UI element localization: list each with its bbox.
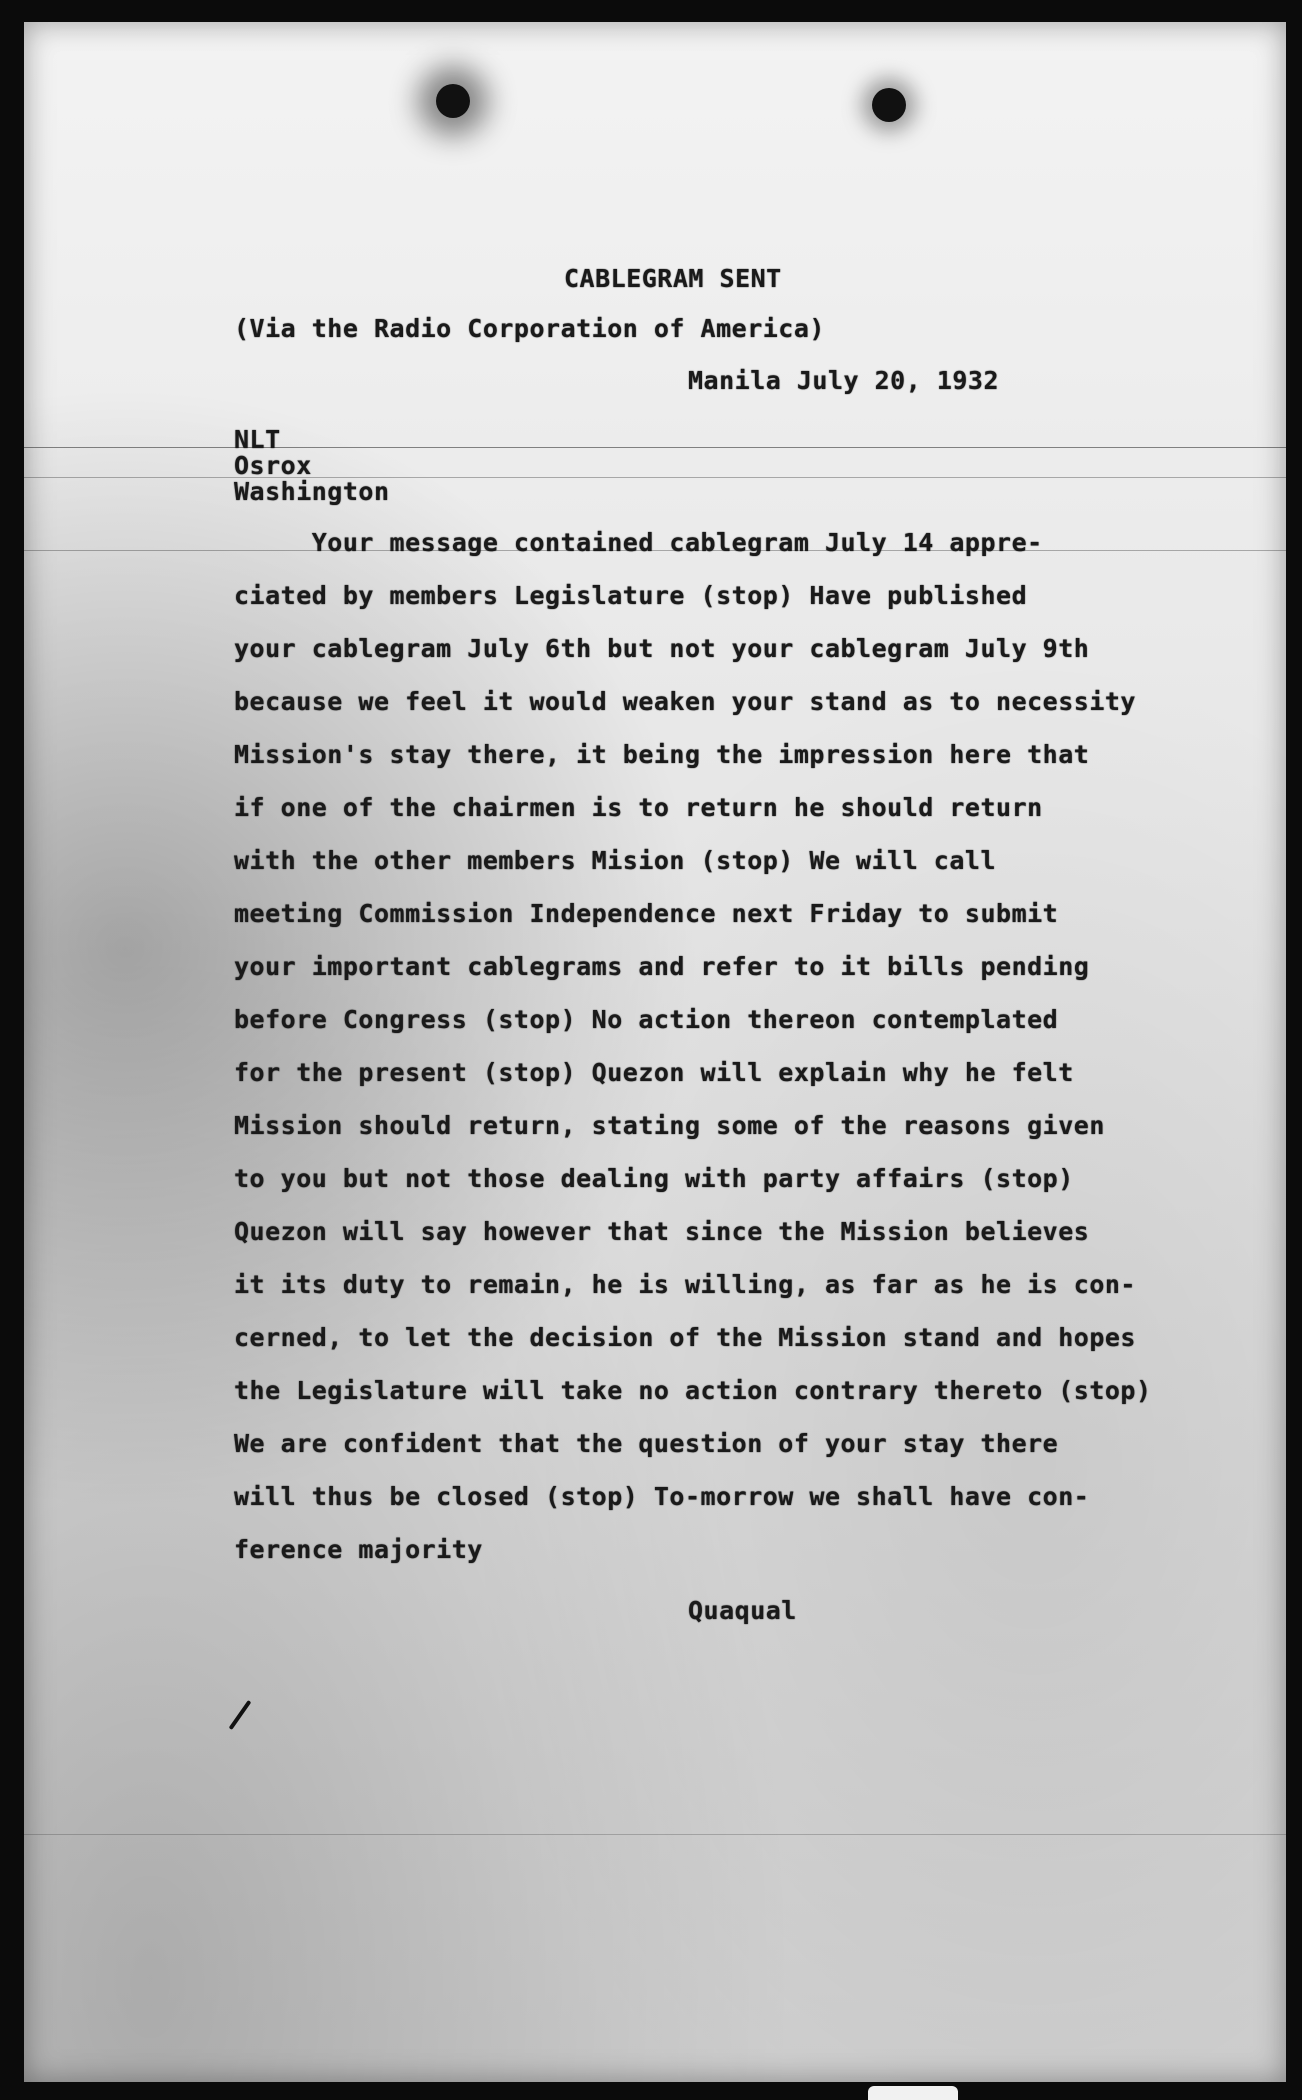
- document-title: CABLEGRAM SENT: [564, 264, 782, 293]
- body-line: because we feel it would weaken your stand as to necessity: [234, 687, 1136, 716]
- body-line: Mission should return, stating some of the reasons given: [234, 1111, 1105, 1140]
- body-line: if one of the chairmen is to return he should return: [234, 793, 1043, 822]
- body-line: meeting Commission Independence next Friday to submit: [234, 899, 1059, 928]
- scan-line: [24, 1834, 1286, 1835]
- body-line: for the present (stop) Quezon will explain why he felt: [234, 1058, 1074, 1087]
- body-line: will thus be closed (stop) To-morrow we shall have con-: [234, 1482, 1090, 1511]
- body-line: to you but not those dealing with party affairs (stop): [234, 1164, 1074, 1193]
- scan-line: [24, 477, 1286, 478]
- body-line: with the other members Mision (stop) We will call: [234, 846, 997, 875]
- punch-hole-right: [872, 88, 906, 122]
- scan-line: [24, 447, 1286, 448]
- address-line: Washington: [234, 477, 390, 506]
- body-line: it its duty to remain, he is willing, as far as he is con-: [234, 1270, 1136, 1299]
- dateline: Manila July 20, 1932: [688, 366, 1000, 395]
- body-line: before Congress (stop) No action thereon contemplated: [234, 1005, 1059, 1034]
- body-line: Quezon will say however that since the Mission believes: [234, 1217, 1090, 1246]
- punch-hole-left: [436, 84, 470, 118]
- transmission-note: (Via the Radio Corporation of America): [234, 314, 825, 343]
- body-line: your cablegram July 6th but not your cablegram July 9th: [234, 634, 1090, 663]
- body-line: ciated by members Legislature (stop) Have published: [234, 581, 1028, 610]
- signature: Quaqual: [688, 1596, 797, 1625]
- body-line: Mission's stay there, it being the impression here that: [234, 740, 1090, 769]
- address-line: NLT: [234, 425, 281, 454]
- body-line: cerned, to let the decision of the Mission stand and hopes: [234, 1323, 1136, 1352]
- document-page: [24, 22, 1286, 2082]
- scan-edge-tab: [868, 2086, 958, 2100]
- body-line: We are confident that the question of your stay there: [234, 1429, 1059, 1458]
- address-line: Osrox: [234, 451, 312, 480]
- body-line: Your message contained cablegram July 14 appre-: [234, 528, 1043, 557]
- body-line: your important cablegrams and refer to it bills pending: [234, 952, 1090, 981]
- pen-mark: [229, 1700, 252, 1730]
- body-line: the Legislature will take no action contrary thereto (stop): [234, 1376, 1152, 1405]
- body-line: ference majority: [234, 1535, 483, 1564]
